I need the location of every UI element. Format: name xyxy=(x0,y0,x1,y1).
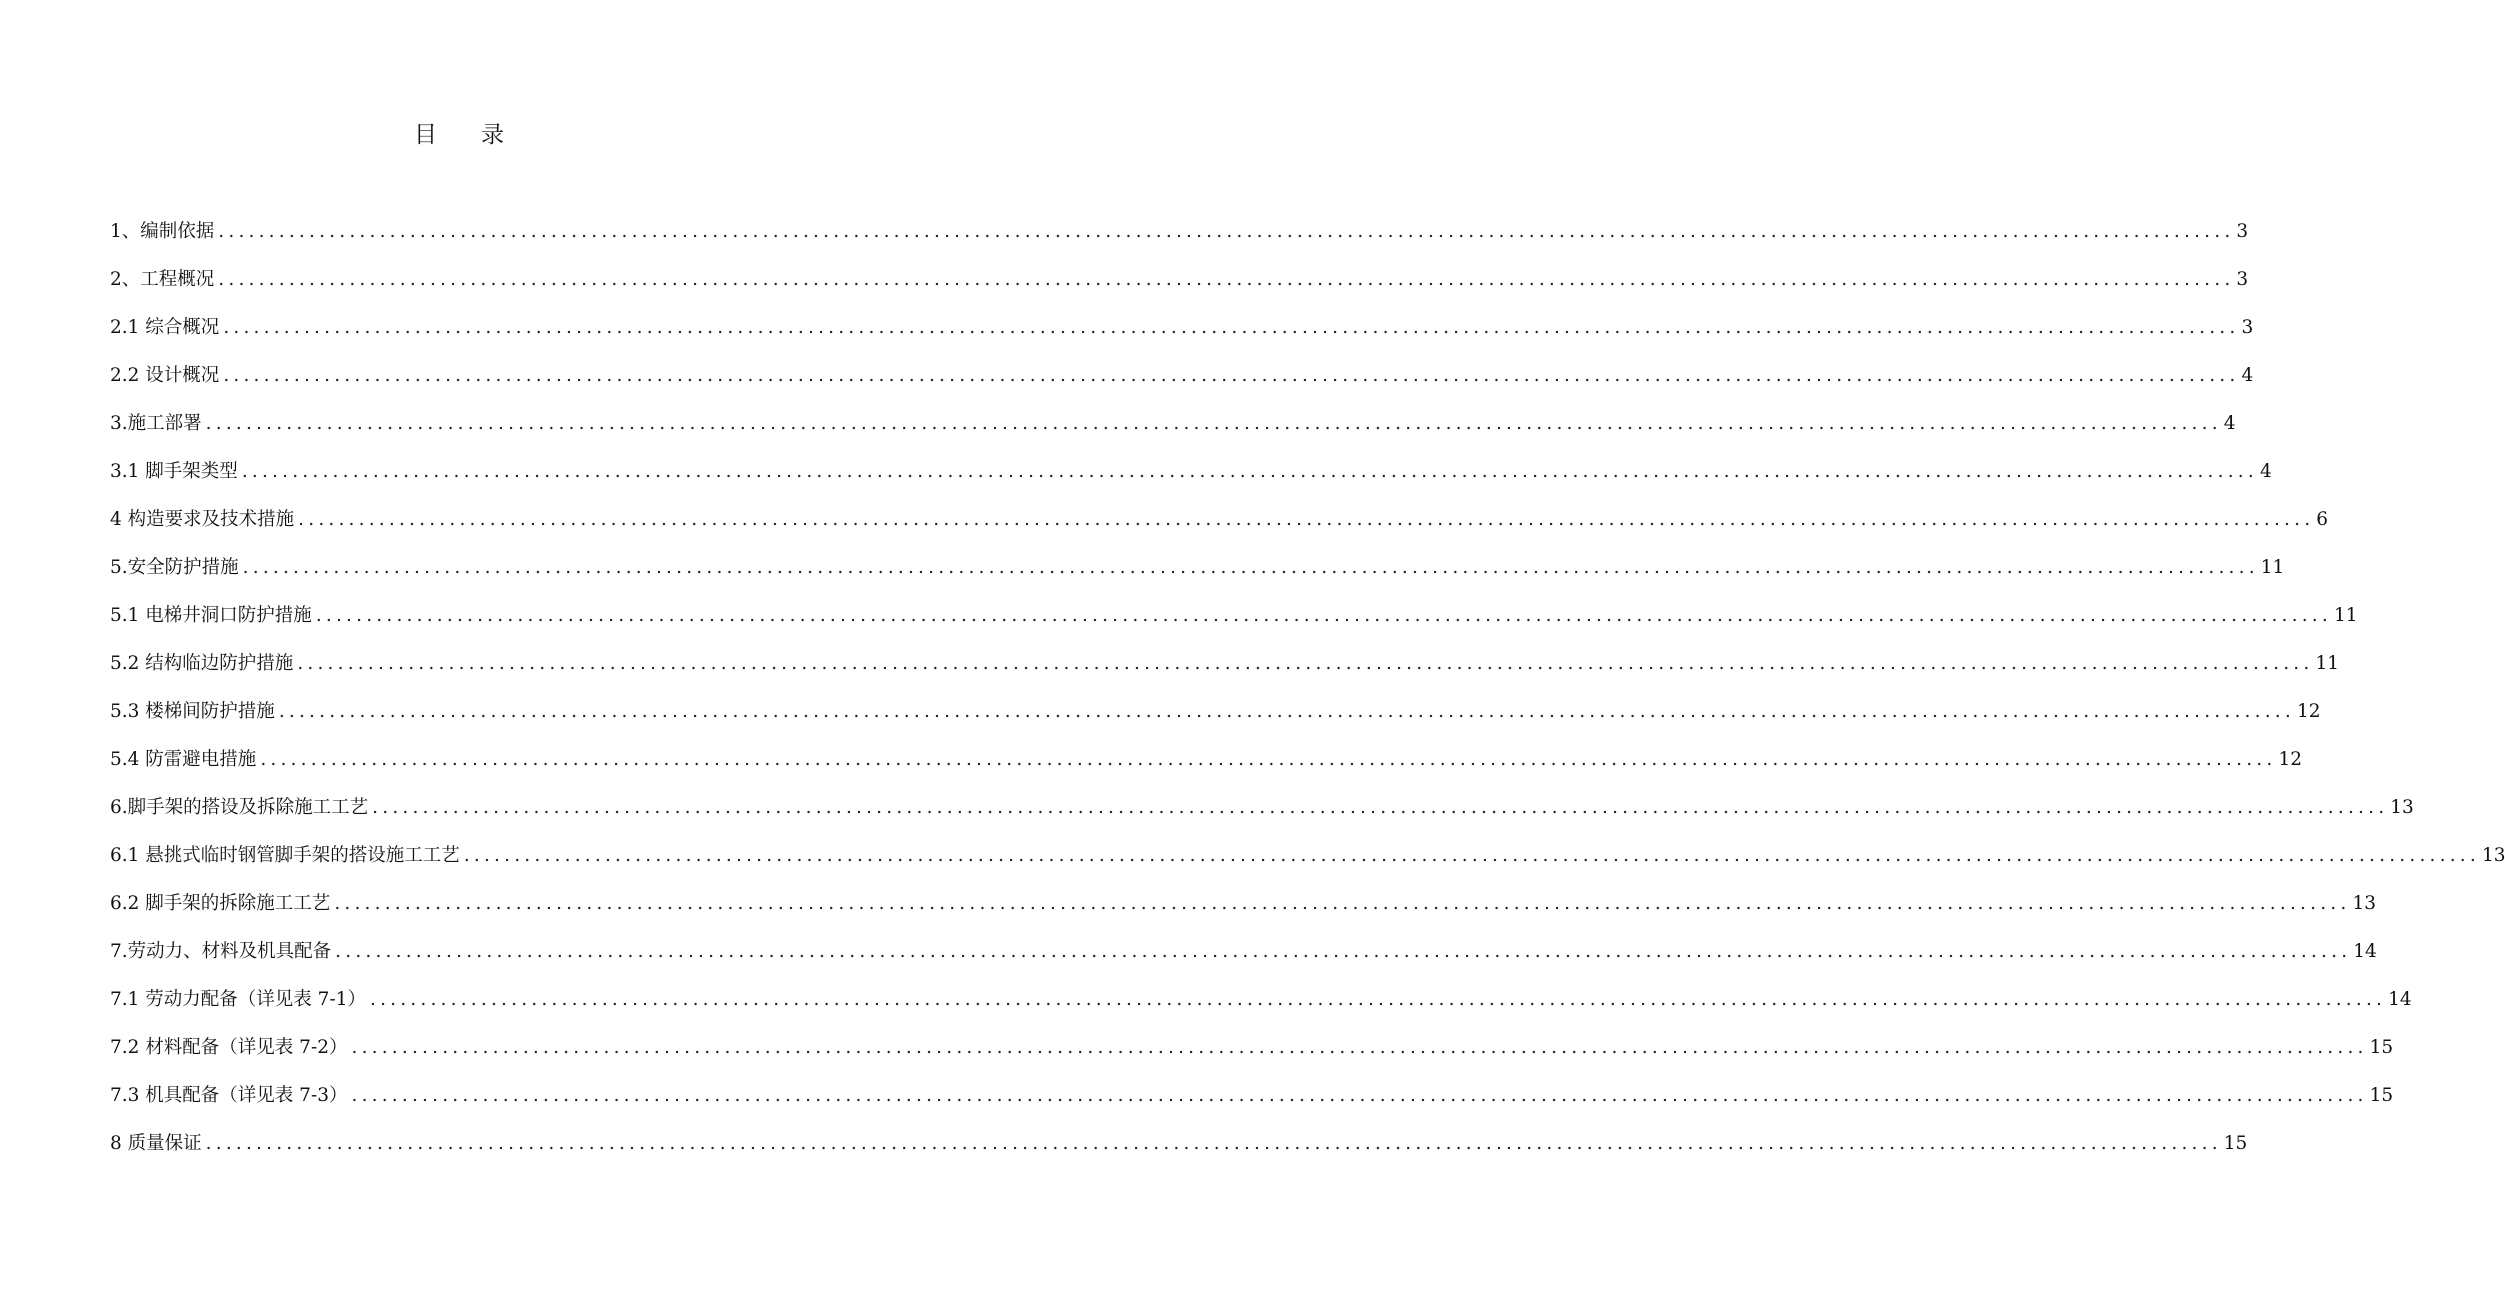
toc-entry[interactable] xyxy=(110,794,2414,842)
toc-dot-leader: ........................................................................................................................................................................................................ xyxy=(223,317,2240,338)
toc-entry[interactable] xyxy=(110,1034,2394,1082)
toc-entry-label: 7.劳动力、材料及机具配备 xyxy=(110,941,332,962)
toc-entry-page-number: 15 xyxy=(2369,1037,2394,1058)
toc-entry[interactable] xyxy=(110,506,2329,554)
toc-dot-leader: ........................................................................................................................................................................................................ xyxy=(334,893,2351,914)
toc-entry[interactable] xyxy=(110,938,2377,986)
toc-entry-label: 7.3 机具配备（详见表 7-3） xyxy=(110,1085,348,1106)
toc-entry[interactable] xyxy=(110,554,2285,602)
toc-entry-page-number: 3 xyxy=(2236,269,2249,290)
toc-entry-page-number: 3 xyxy=(2241,317,2254,338)
toc-entry[interactable] xyxy=(110,458,2272,506)
toc-dot-leader: ........................................................................................................................................................................................................ xyxy=(241,461,2258,482)
toc-entry-label: 7.1 劳动力配备（详见表 7-1） xyxy=(110,989,366,1010)
toc-entry-page-number: 6 xyxy=(2316,509,2329,530)
toc-entry[interactable] xyxy=(110,266,2249,314)
toc-entry[interactable] xyxy=(110,1082,2394,1130)
toc-dot-leader: ........................................................................................................................................................................................................ xyxy=(298,509,2315,530)
toc-entry[interactable] xyxy=(110,986,2412,1034)
toc-entry-label: 5.2 结构临边防护措施 xyxy=(110,653,294,674)
toc-entry-label: 8 质量保证 xyxy=(110,1133,202,1154)
toc-dot-leader: ........................................................................................................................................................................................................ xyxy=(223,365,2240,386)
toc-entry-label: 6.2 脚手架的拆除施工工艺 xyxy=(110,893,331,914)
toc-dot-leader: ........................................................................................................................................................................................................ xyxy=(351,1085,2368,1106)
toc-entry-page-number: 11 xyxy=(2333,605,2358,626)
toc-entry[interactable] xyxy=(110,602,2358,650)
toc-entry-label: 2.1 综合概况 xyxy=(110,317,220,338)
toc-entry-page-number: 15 xyxy=(2223,1133,2248,1154)
toc-dot-leader: ........................................................................................................................................................................................................ xyxy=(335,941,2352,962)
toc-entry[interactable] xyxy=(110,890,2376,938)
toc-dot-leader: ........................................................................................................................................................................................................ xyxy=(205,1133,2222,1154)
toc-entry-label: 2、工程概况 xyxy=(110,269,215,290)
toc-dot-leader: ........................................................................................................................................................................................................ xyxy=(351,1037,2368,1058)
toc-dot-leader: ........................................................................................................................................................................................................ xyxy=(372,797,2389,818)
toc-entry-page-number: 15 xyxy=(2369,1085,2394,1106)
toc-entry-label: 6.脚手架的搭设及拆除施工工艺 xyxy=(110,797,369,818)
toc-heading-char-1: 目 xyxy=(414,122,439,148)
toc-dot-leader: ........................................................................................................................................................................................................ xyxy=(315,605,2332,626)
toc-entry-label: 3.1 脚手架类型 xyxy=(110,461,238,482)
toc-entry-page-number: 14 xyxy=(2353,941,2377,962)
toc-heading xyxy=(0,116,920,149)
toc-dot-leader: ........................................................................................................................................................................................................ xyxy=(463,845,2480,866)
toc-entry-label: 5.3 楼梯间防护措施 xyxy=(110,701,275,722)
toc-entry-label: 7.2 材料配备（详见表 7-2） xyxy=(110,1037,348,1058)
toc-dot-leader: ........................................................................................................................................................................................................ xyxy=(278,701,2295,722)
toc-entry[interactable] xyxy=(110,314,2254,362)
toc-entry-label: 4 构造要求及技术措施 xyxy=(110,509,295,530)
toc-entry-page-number: 13 xyxy=(2481,845,2505,866)
toc-entry-page-number: 13 xyxy=(2352,893,2376,914)
toc-dot-leader: ........................................................................................................................................................................................................ xyxy=(297,653,2314,674)
toc-entry-page-number: 4 xyxy=(2223,413,2236,434)
toc-entry[interactable] xyxy=(110,362,2254,410)
toc-dot-leader: ........................................................................................................................................................................................................ xyxy=(218,221,2235,242)
toc-entry-label: 5.1 电梯井洞口防护措施 xyxy=(110,605,312,626)
toc-entry-page-number: 3 xyxy=(2236,221,2249,242)
toc-entry[interactable] xyxy=(110,1130,2248,1178)
toc-entry[interactable] xyxy=(110,410,2236,458)
toc-dot-leader: ........................................................................................................................................................................................................ xyxy=(242,557,2259,578)
toc-entry[interactable] xyxy=(110,698,2321,746)
toc-entry-page-number: 4 xyxy=(2259,461,2272,482)
toc-entry[interactable] xyxy=(110,650,2339,698)
toc-entry-page-number: 11 xyxy=(2260,557,2285,578)
toc-dot-leader: ........................................................................................................................................................................................................ xyxy=(369,989,2387,1010)
toc-entry[interactable] xyxy=(110,746,2302,794)
toc-entry-page-number: 14 xyxy=(2388,989,2412,1010)
toc-heading-char-2: 录 xyxy=(481,122,506,148)
toc-list xyxy=(110,218,2505,1178)
toc-dot-leader: ........................................................................................................................................................................................................ xyxy=(260,749,2277,770)
toc-entry-page-number: 11 xyxy=(2315,653,2339,674)
toc-entry-label: 1、编制依据 xyxy=(110,221,215,242)
toc-entry-label: 6.1 悬挑式临时钢管脚手架的搭设施工工艺 xyxy=(110,845,460,866)
toc-entry-label: 3.施工部署 xyxy=(110,413,202,434)
toc-entry-page-number: 13 xyxy=(2390,797,2414,818)
toc-dot-leader: ........................................................................................................................................................................................................ xyxy=(218,269,2235,290)
toc-entry-label: 5.4 防雷避电措施 xyxy=(110,749,257,770)
toc-entry-label: 2.2 设计概况 xyxy=(110,365,220,386)
toc-entry-page-number: 4 xyxy=(2241,365,2254,386)
toc-entry[interactable] xyxy=(110,218,2249,266)
toc-entry-page-number: 12 xyxy=(2296,701,2321,722)
toc-dot-leader: ........................................................................................................................................................................................................ xyxy=(205,413,2222,434)
toc-entry-page-number: 12 xyxy=(2278,749,2302,770)
toc-entry[interactable] xyxy=(110,842,2505,890)
toc-entry-label: 5.安全防护措施 xyxy=(110,557,239,578)
